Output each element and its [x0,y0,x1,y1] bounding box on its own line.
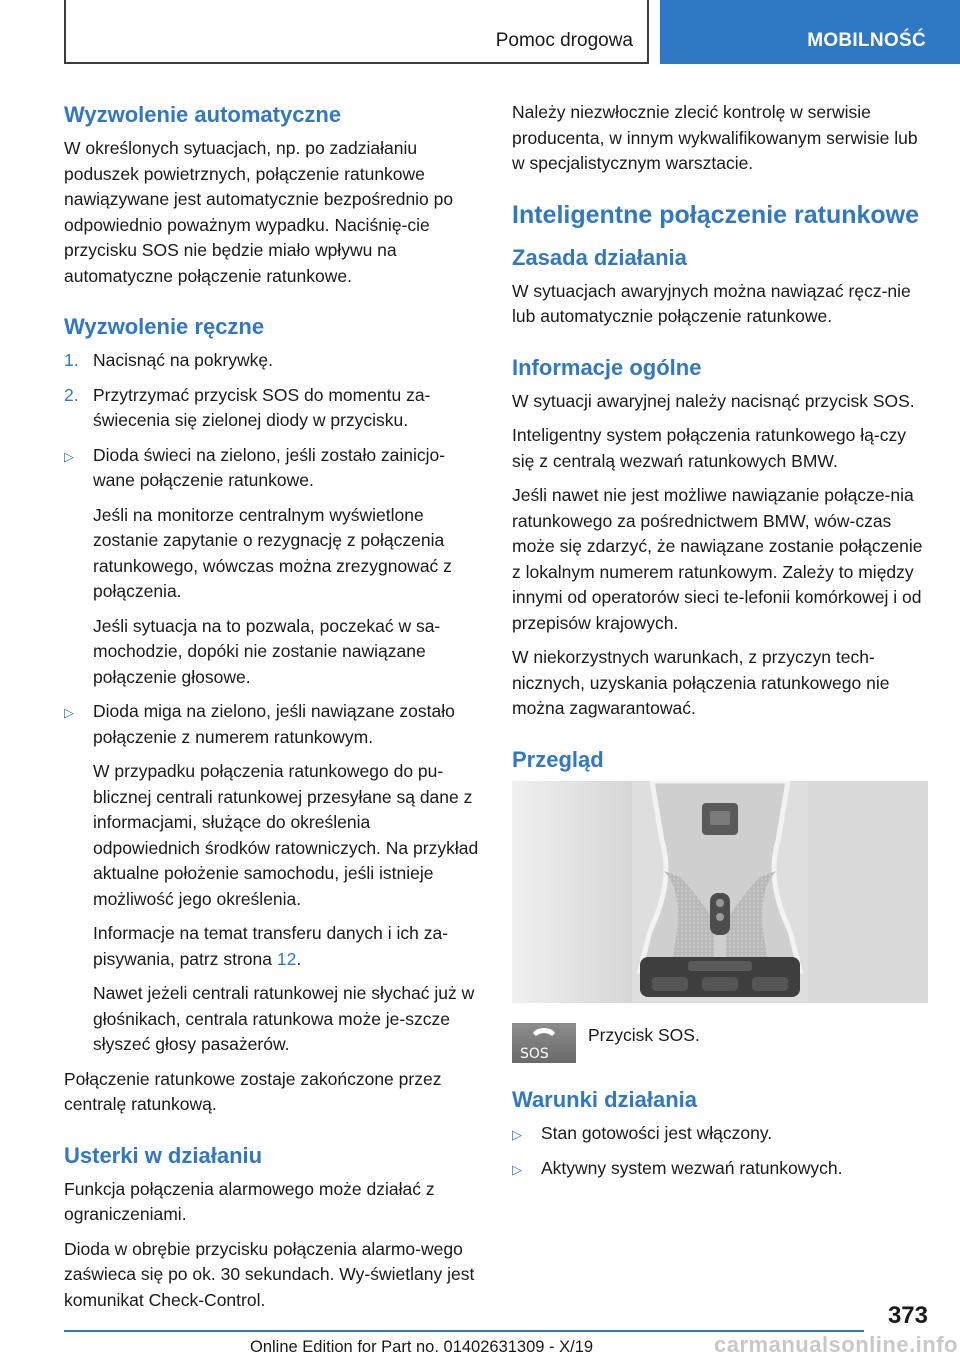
text-segment: Informacje na temat transferu danych i ich za-pisywania, patrz strona [93,923,449,969]
step-item [64,383,482,434]
heading-faults: Usterki w działaniu [64,1142,263,1168]
paragraph-general-3: Jeśli nawet nie jest możliwe nawiązanie połącze-nia ratunkowego za pośrednictwem BMW, wów-czas może się zdarzyć, że nawiązane zostanie połączenie z lokalnym numerem ratunkowym. Zależy to między innymi od operatorów sieci te-lefonii komórkowej i od przepisów krajowych. [512,485,923,633]
condition-text: Aktywny system wezwań ratunkowych. [541,1158,843,1178]
paragraph-fault-2: Dioda w obrębie przycisku połączenia alarmo-wego zaświeca się po ok. 30 sekundach. Wy-świetlany jest komunikat Check-Control. [64,1238,475,1310]
paragraph-general-2: Inteligentny system połączenia ratunkowego łą-czy się z centralą wezwań ratunkowych BMW. [512,425,906,471]
step-number: 1. [64,350,79,370]
header-section-tab [660,0,960,64]
triangle-bullet-icon: ▷ [64,448,74,464]
bullet-detail: W przypadku połączenia ratunkowego do pu-blicznej centrali ratunkowej przesyłane są dane z informacjami, służące do określenia odpowiednich środków ratowniczych. Na przykład aktualne położenie samochodu, jeśli istnieje możliwość jego określenia. [93,761,479,909]
triangle-bullet-icon: ▷ [64,705,74,720]
text-segment: . [296,948,302,969]
step-number: 2. [64,384,79,405]
heading-overview: Przegląd [512,746,604,772]
sos-phone-icon [512,1023,576,1063]
page-number: 373 [887,1302,928,1329]
heading-principle: Zasada działania [512,244,687,270]
triangle-bullet-icon: ▷ [512,1126,522,1142]
paragraph-general-4: W niekorzystnych warunkach, z przyczyn tech-nicznych, uzyskania połączenia ratunkowego nie można zagwarantować. [512,647,890,718]
bullet-text: Dioda miga na zielono, jeśli nawiązane zostało połączenie z numerem ratunkowym. [93,701,455,747]
bullet-detail-with-link [93,921,482,972]
bullet-item [64,699,482,750]
roof-console-illustration [512,781,928,1003]
condition-item [512,1156,930,1183]
sos-button-image [512,1023,576,1063]
heading-auto-trigger: Wyzwolenie automatyczne [64,102,342,127]
roof-console-photo [512,781,928,1003]
page-link[interactable]: 12 [276,948,297,969]
condition-text: Stan gotowości jest włączony. [541,1122,773,1143]
bullet-detail: Nawet jeżeli centrali ratunkowej nie słychać już w głośnikach, centrala ratunkowa może je-szcze słyszeć głosy pasażerów. [93,983,475,1054]
sos-caption: Przycisk SOS. [588,1024,700,1045]
paragraph-service: Należy niezwłocznie zlecić kontrolę w serwisie producenta, w innym wykwalifikowanym serwisie lub w specjalistycznym warsztacie. [512,102,918,173]
triangle-bullet-icon: ▷ [512,1162,522,1177]
watermark-brand: carmanualsonline.info [714,1332,958,1357]
sos-legend [512,1023,930,1063]
bullet-detail: Jeśli sytuacja na to pozwala, poczekać w sa-mochodzie, dopóki nie zostanie nawiązane połączenie głosowe. [93,615,441,687]
step-item [64,348,482,374]
paragraph-general-1: W sytuacji awaryjnej należy nacisnąć przycisk SOS. [512,390,915,411]
step-text: Przytrzymać przycisk SOS do momentu za-świecenia się zielonej diody w przycisku. [93,384,431,430]
paragraph-fault-1: Funkcja połączenia alarmowego może działać z ograniczeniami. [64,1178,435,1224]
heading-manual-trigger: Wyzwolenie ręczne [64,314,265,339]
sos-icon-label: SOS [520,1045,549,1062]
bullet-detail: Jeśli na monitorze centralnym wyświetlone zostanie zapytanie o rezygnację z połączenia ratunkowego, wówczas można zrezygnować z połączenia. [93,504,452,601]
heading-intelligent-call: Inteligentne połączenie ratunkowe [512,200,920,229]
bullet-text: Dioda świeci na zielono, jeśli zostało zainicjo-wane połączenie ratunkowe. [93,444,446,490]
paragraph-end: Połączenie ratunkowe zostaje zakończone przez centralę ratunkową. [64,1068,442,1114]
heading-general: Informacje ogólne [512,354,702,380]
footer-edition: Online Edition for Part no. 01402631309 - X/19 [250,1338,594,1356]
header-chapter-box [64,0,649,64]
bullet-item [64,443,482,494]
condition-item [512,1121,930,1148]
chapter-title: Pomoc drogowa [495,30,633,51]
paragraph-auto-trigger: W określonych sytuacjach, np. po zadziałaniu poduszek powietrznych, połączenie ratunkowe nawiązywane jest automatycznie bezpośrednio po odpowiednio poważnym wypadku. Naciśnię-cie przycisku SOS nie będzie miało wpływu na automatyczne połączenie ratunkowe. [64,138,454,286]
left-column [64,100,482,1322]
step-text: Nacisnąć na pokrywkę. [93,350,273,370]
paragraph-principle: W sytuacjach awaryjnych można nawiązać ręcz-nie lub automatycznie połączenie ratunkowe. [512,280,911,326]
section-title: MOBILNOŚĆ [807,30,926,51]
right-column [512,100,930,1192]
heading-conditions: Warunki działania [512,1086,698,1112]
